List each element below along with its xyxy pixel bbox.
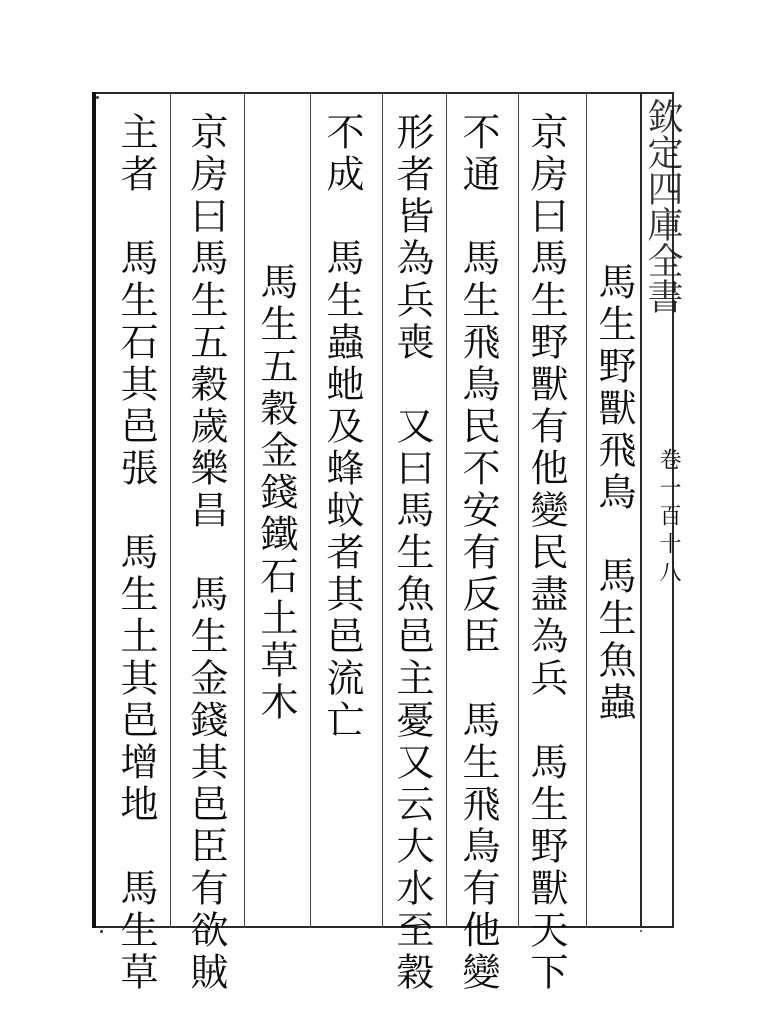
column-divider [446,92,447,928]
ink-speck [96,96,99,99]
column-divider [310,92,311,928]
ink-speck [640,930,642,932]
margin-header: 欽定四庫全書 [642,98,683,314]
column-divider [382,92,383,928]
column-divider [170,92,171,928]
text-column-5: 不成 馬生蟲虵及蜂蚊者其邑流亡 [320,112,364,742]
text-column-8: 主者 馬生石其邑張 馬生土其邑增地 馬生草 [114,112,158,994]
ink-speck [100,930,103,933]
text-column-1: 馬生野獸飛鳥 馬生魚蟲 [592,262,636,724]
text-column-2: 京房曰馬生野獸有他變民盡為兵 馬生野獸天下 [524,112,568,994]
volume-marker: 卷一百十八 [656,448,681,588]
left-border-line [92,92,96,928]
column-divider [244,92,245,928]
text-column-4: 形者皆為兵喪 又曰馬生魚邑主憂又云大水至穀 [390,112,434,994]
text-column-7: 京房曰馬生五穀歲樂昌 馬生金錢其邑臣有欲賊 [184,112,228,994]
text-column-6: 馬生五穀金錢鐵石土草木 [254,262,298,724]
column-divider [518,92,519,928]
text-column-3: 不通 馬生飛鳥民不安有反臣 馬生飛鳥有他變 [456,112,500,994]
column-divider [586,92,587,928]
